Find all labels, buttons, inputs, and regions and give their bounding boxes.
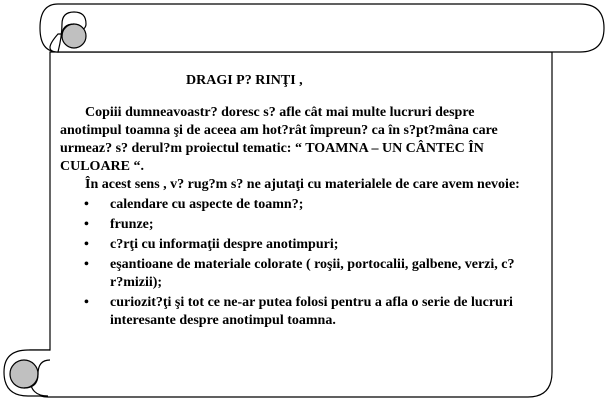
bullet-icon: • xyxy=(84,197,89,212)
list-item xyxy=(60,256,520,292)
notice-document xyxy=(60,72,520,332)
list-item-text: calendare cu aspecte de toamn?; xyxy=(110,197,304,212)
bullet-icon: • xyxy=(84,237,89,252)
scroll-top-roll xyxy=(40,4,604,52)
list-item-text: c?rţi cu informaţii despre anotimpuri; xyxy=(110,237,339,252)
list-item-text: frunze; xyxy=(110,217,154,232)
list-item xyxy=(60,216,520,234)
list-item xyxy=(60,236,520,254)
materials-list xyxy=(60,196,520,330)
list-item-text: curiozit?ţi şi tot ce ne-ar putea folosi pentru a afla o serie de lucruri interesante despre anotimpul toamna. xyxy=(110,295,513,328)
list-item xyxy=(60,196,520,214)
bullet-icon: • xyxy=(84,217,89,232)
bullet-icon: • xyxy=(84,257,89,272)
request-paragraph: În acest sens , v? rug?m s? ne ajutaţi cu materialele de care avem nevoie: xyxy=(85,177,520,192)
scroll-bottom-curl-shade xyxy=(10,360,38,388)
document-title: DRAGI P? RINŢI , xyxy=(186,73,303,88)
list-item-text: eşantioane de materiale colorate ( roşii, portocalii, galbene, verzi, c?r?mizii); xyxy=(110,257,515,290)
list-item xyxy=(60,294,520,330)
scroll-top-curl-shade xyxy=(62,24,86,48)
intro-paragraph: Copiii dumneavoastr? doresc s? afle cât mai multe lucruri despre anotimpul toamna şi de aceea am hot?rât împreun? ca în s?pt?mâna care urmeaz? s? derul?m proiectul tematic: “ TOAMNA – UN CÂNTEC ÎN CULOARE “. xyxy=(60,105,498,174)
bullet-icon: • xyxy=(84,295,89,310)
